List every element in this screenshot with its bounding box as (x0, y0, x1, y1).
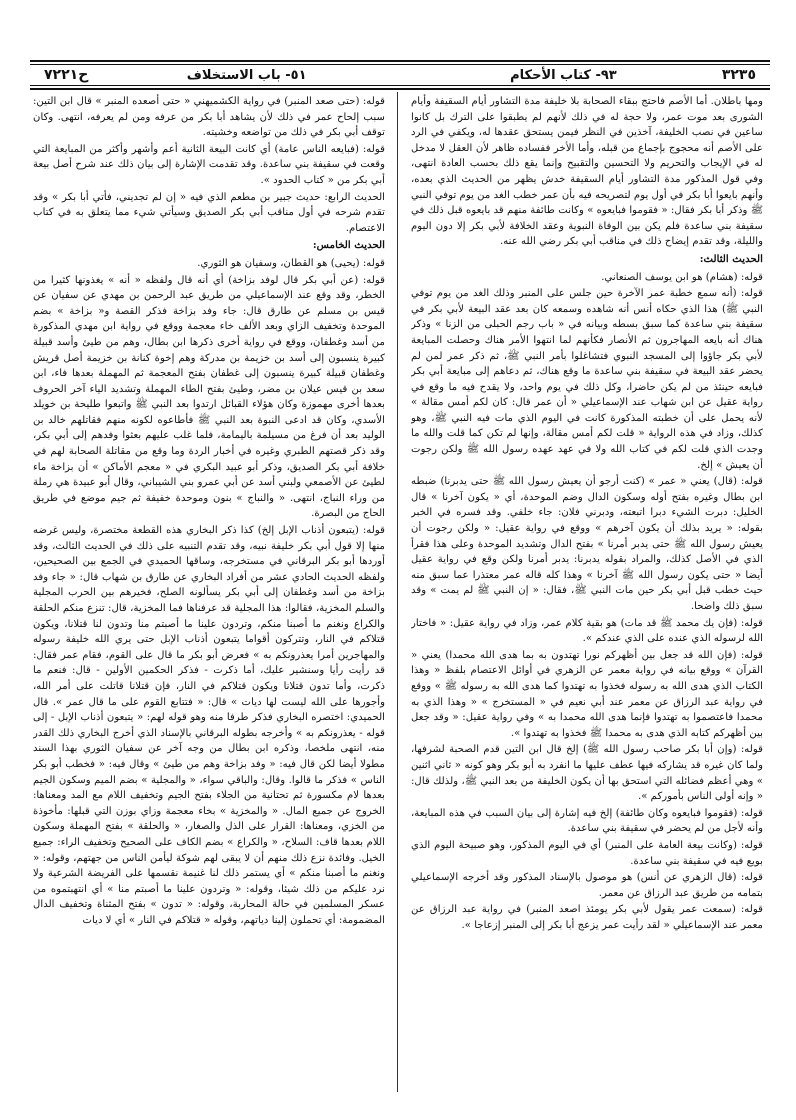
paragraph: قوله: (وإن أبا بكر صاحب رسول الله ﷺ) إلخ قال ابن التين قدم الصحبة لشرفها، ولما كان غيره قد يشاركه فيها عطف عليها ما انفرد به أبو بكر وهو كونه « ثاني اثنين » وهي أعظم فضائله التي استحق بها أن يكون الخليفة من بعد النبي ﷺ، ولذلك قال: « وإنه أولى الناس بأموركم ». (411, 744, 763, 803)
right-column (411, 94, 763, 1084)
paragraph: قوله: (قال) يعني « عمر » (كنت أرجو أن يعيش رسول الله ﷺ حتى يدبرنا) ضبطه ابن بطال وغيره بفتح أوله وسكون الدال وضم الموحدة، أي « يكون آخرنا » قال الخليل: دبرت الشيء دبرا اتبعته، ودبرني فلان: جاء خلفي. وقد فسره في الخبر بقوله: « يريد بذلك أن يكون آخرهم » ووقع في رواية عقيل: « ولكن رجوت أن يعيش رسول الله ﷺ حتى يدبر أمرنا » بفتح الدال وتشديد الموحدة وعلى هذا فقرأ الذي في الأصل كذلك، والمراد بقوله يدبرنا: يدبر أمرنا ولكن وقع في رواية عقيل أيضا « حتى يكون رسول الله ﷺ آخرنا » وهذا كله قاله عمر معتذرا عما سبق منه حيث خطب قبل أبي بكر حين مات النبي ﷺ، فقال: « إن النبي ﷺ لم يمت » وقد سبق ذلك واضحا. (411, 476, 763, 612)
page-header (30, 60, 770, 90)
paragraph: قوله: (حتى صعد المنبر) في رواية الكشميهني « حتى أصعده المنبر » قال ابن التين: سبب إلحاح عمر في ذلك لأن يشاهد أبا بكر من عرفه ومن لم يعرفه، انتهى. وكان توقف أبي بكر في ذلك من تواضعه وخشيته. (33, 96, 385, 139)
book-title: ٩٣- كتاب الأحكام (510, 67, 617, 83)
paragraph: قوله: (فإن الله قد جعل بين أظهركم نورا تهتدون به بما هدى الله محمدا) يعني « القرآن » ووقع بيانه في رواية معمر عن الزهري في أوائل الاعتصام بلفظ « وهذا الكتاب الذي هدى الله به رسوله فخذوا به تهتدوا كما هدى الله به رسوله ﷺ » ووقع في رواية عبد الرزاق عن معمر عند أبي نعيم في « المستخرج » « وهذا الذي به محمدا فاعتصموا به تهتدوا فإنما هدى الله محمدا به » وفي رواية عقيل: « وقد جعل بين أظهركم كتابه الذي هدى به محمدا ﷺ فخذوا به تهتدوا ». (411, 649, 763, 739)
paragraph: قوله: (يحيى) هو القطان، وسفيان هو الثوري. (197, 257, 385, 269)
paragraph: قوله: (فإن يك محمد ﷺ قد مات) هو بقية كلام عمر، وزاد في رواية عقيل: « فاختار الله لرسوله الذي عنده على الذي عندكم ». (411, 617, 763, 645)
hadith-number: ح٧٢٢١ (44, 67, 89, 83)
paragraph: قوله: (سمعت عمر يقول لأبي بكر يومئذ اصعد المنبر) في رواية عبد الرزاق عن معمر عند الإسماعيلي « لقد رأيت عمر يزعج أبا بكر إلى المنبر إزعاجا ». (411, 904, 763, 931)
section-heading: الحديث الثالث: (699, 252, 763, 265)
paragraph: قوله: (عن أبي بكر قال لوفد بزاخة) أي أنه قال ولفظه « أنه » يغذونها كثيرا من الخطر، وقد وقع عند الإسماعيلي من طريق عبد الرحمن بن مهدي عن سفيان عن قيس بن مسلم عن طارق قال: جاء وفد بزاخة فذكر القصة و« بزاخة » بضم الموحدة وتخفيف الزاي وبعد الألف خاء معجمة ووقع في رواية ابن مهدي المذكورة من أسد وغطفان، ووقع في رواية أخرى ذكرها ابن بطال، وهم من طيئ وأسد قبيلة كبيرة ينسبون إلى أسد بن خزيمة بن مدركة وهم إخوة كنانة بن خزيمة أصل قريش وغطفان قبيلة كبيرة ينسبون إلى غطفان بفتح المعجمة ثم المهملة بعدها فاء، ابن سعد بن قيس عيلان بن مضر، وطيئ بفتح الطاء المهملة وتشديد الياء آخر الحروف بعدها أخرى مهموزة وكان هؤلاء القبائل ارتدوا بعد النبي ﷺ واتبعوا طليحة بن خويلد الأسدي، وكان قد ادعى النبوة بعد النبي ﷺ فأطاعوه لكونه منهم فقاتلهم خالد بن الوليد بعد أن فرغ من مسيلمة باليمامة، فلما غلب عليهم بعثوا وفدهم إلى أبي بكر، وقد ذكر قصتهم الطبري وغيره في أخبار الردة وما وقع من مقاتلة الصحابة لهم في خلافة أبي بكر الصديق، وذكر أبو عبيد البكري في « معجم الأماكن » أن بزاخة ماء لطيئ عن الأصمعي ولبني أسد عن أبي عمرو بني الشيباني، وقال أبو عبيدة هي رملة من وراء النباج، انتهى. « والنباج » بنون وموحدة خفيفة ثم جيم موضع في طريق الحاج من البصرة. (33, 274, 385, 520)
paragraph: قوله: (أنه سمع خطبة عمر الآخرة حين جلس على المنبر وذلك الغد من يوم توفي النبي ﷺ) هذا الذي حكاه أنس أنه شاهده وسمعه كان بعد عقد البيعة لأبي بكر في سقيفة بني ساعدة كما سبق بسطه وبيانه في « باب رجم الحبلى من الزنا » وذكر هناك أنه بايعه المهاجرون ثم الأنصار فكأنهم لما انتهوا الأمر هناك وحصلت المبايعة لأبي بكر جاؤوا إلى المسجد النبوي فتشاغلوا بأمر النبي ﷺ، ثم ذكر عمر لمن لم يحضر عقد البيعة في سقيفة بني ساعدة ما وقع هناك، ثم دعاهم إلى مبايعة أبي بكر فبايعه حينئذ من لم يكن حاضرا، وكل ذلك في يوم واحد، ولا يقدح فيه ما وقع في رواية عقيل عن ابن شهاب عند الإسماعيلي « أن عمر قال: كان لكم أمس مقالة » لأنه يحمل على أن خطبته المذكورة كانت في اليوم الذي مات فيه النبي ﷺ، وهو كذلك، وزاد في هذه الرواية « قلت لكم أمس مقالة، وإنها لم تكن كما قلت والله ما وجدت الذي قلت لكم في كتاب الله ولا في عهد عهده رسول الله ﷺ ولكن رجوت أن يعيش » إلخ. (411, 288, 763, 471)
section-heading: الحديث الخامس: (312, 239, 385, 252)
paragraph: قوله: (هشام) هو ابن يوسف الصنعاني. (601, 271, 763, 283)
left-column (33, 94, 385, 1084)
paragraph: الحديث الرابع: حديث جبير بن مطعم الذي فيه « إن لم تجديني، فأتي أبا بكر » وقد تقدم شرحه في أول مناقب أبي بكر الصديق وسيأتي شيء مما يتعلق به في كتاب الاعتصام. (33, 191, 385, 234)
page-number: ٣٢٣٥ (721, 67, 756, 83)
paragraph: قوله: (وكانت بيعة العامة على المنبر) أي في اليوم المذكور، وهو صبيحة اليوم الذي بويع فيه في سقيفة بني ساعدة. (411, 839, 763, 867)
paragraph: قوله: (قال الزهري عن أنس) هو موصول بالإسناد المذكور وقد أخرجه الإسماعيلي بتمامه من طريق عبد الرزاق عن معمر. (411, 872, 763, 899)
paragraph: ومها باطلان. أما الأصم فاحتج ببقاء الصحابة بلا خليفة مدة التشاور أيام السقيفة وأيام الشورى بعد موت عمر، ولا حجة له في ذلك لأنهم لم يطبقوا على الترك بل كانوا ساعين في نصب الخليفة، آخذين في النظر فيمن يستحق عقدها له، ويكفي في الرد على الأصم أنه محجوج بإجماع من قبله، وأما الأخر ففساده ظاهر لأن العقل لا مدخل له في الإيجاب والتحريم ولا التحسين والتقبيح وإنما يقع ذلك بحسب العادة انتهى، وفي قول المذكور مدة التشاور أيام السقيفة خدش يظهر من الحديث الذي بعده، وأنهم بايعوا أبا بكر في أول يوم لتصريحه فيه بأن عمر خطب الغد من يوم توفي النبي ﷺ وذكر أبا بكر فقال: « فقوموا فبايعوه » وكانت طائفة منهم قد بايعوه قبل ذلك في سقيفة بني ساعدة فلم يكن بين الوفاة النبوية وعقد الخلافة لأبي بكر إلا دون اليوم والليلة، وقد تقدم إيضاح ذلك في مناقب أبي بكر رضي الله عنه. (411, 96, 763, 248)
paragraph: قوله: (فبايعه الناس عامة) أي كانت البيعة الثانية أعم وأشهر وأكثر من المبايعة التي وقعت في سقيفة بني ساعدة. وقد تقدمت الإشارة إلى بيان ذلك عند شرح أصل بيعة أبي بكر من « كتاب الحدود ». (33, 143, 385, 186)
paragraph: قوله: (يتبعون أذناب الإبل إلخ) كذا ذكر البخاري هذه القطعة مختصرة، وليس غرضه منها إلا قول أبي بكر خليفة نبيه، وقد تقدم التنبيه على ذلك في الحديث الثالث، وقد أوردها أبو بكر البرقاني في مستخرجه، وساقها الحميدي في الجمع بين الصحيحين، ولفظه الحديث الحادي عشر من أفراد البخاري عن طارق بن شهاب قال: « جاء وفد بزاخة من أسد وغطفان إلى أبي بكر يسألونه الصلح، فخيرهم بين الحرب المجلية والسلم المخزية، فقالوا: هذا المجلية قد عرفناها فما المخزية، قال: تنزع منكم الحلقة والكراع ونغنم ما أصبنا منكم، وتردون علينا ما أصبتم منا وتدون لنا قتلانا، ويكون قتلاكم في النار، وتتركون أقواما يتبعون أذناب الإبل حتى يري الله خليفة رسوله والمهاجرين أمرا يعذرونكم به » فعرض أبو بكر ما قال على القوم، فقام عمر فقال: قد رأيت رأيا وسنشير عليك، أما ذكرت - فذكر الحكمين الأولين - قال: فنعم ما ذكرت، وأما تدون قتلانا ويكون قتلاكم في النار، فإن قتلانا قاتلت على أمر الله، وأجورها على الله ليست لها ديات » قال: « فتتابع القوم على ما قال عمر ». قال الحميدي: اختصره البخاري فذكر طرفا منه وهو قوله لهم: « يتبعون أذناب الإبل - إلى قوله - يعذرونكم به » وأخرجه بطوله البرقاني بالإسناد الذي أخرج البخاري ذلك القدر منه، انتهى ملخصا، وذكره ابن بطال من وجه آخر عن سفيان الثوري بهذا السند مطولا أيضا لكن قال فيه: « وفد بزاخة وهم من طيئ » وقال فيه: « فخطب أبو بكر الناس » فذكر ما قالوا. وقال: والباقي سواء، « والمجلية » بضم الميم وسكون الجيم بعدها لام مكسورة ثم تحتانية من الجلاء بفتح الجيم وتخفيف اللام مع المد ومعناها: الخروج عن جميع المال. « والمخزية » بخاء معجمة وزاي بوزن التي قبلها: مأخوذة من الخزي، ومعناها: القرار على الذل والصغار، « والحلقة » بفتح المهملة وسكون اللام بعدها قاف: السلاح، « والكراع » بضم الكاف على الصحيح وتخفيف الراء: جميع الخيل. وفائدة نزع ذلك منهم أن لا يبقى لهم شوكة ليأمن الناس من جهتهم، وقوله: « ونغنم ما أصبنا منكم » أي يستمر ذلك لنا غنيمة نقسمها على الفريضة الشرعية ولا نرد عليكم من ذلك شيئا، وقوله: « وتردون علينا ما أصبتم منا » أي انتهبتموه من عسكر المسلمين في حالة المحاربة، وقوله: « تدون » بفتح المثناة وتخفيف الدال المضمومة: أي تحملون إلينا دياتهم، وقوله « قتلاكم في النار » أي لا ديات (33, 525, 385, 926)
paragraph: قوله: (فقوموا فبايعوه وكان طائفة) إلخ فيه إشارة إلى بيان السبب في هذه المبايعة، وأنه لأجل من لم يحضر في سقيفة بني ساعدة. (411, 807, 763, 835)
column-divider (397, 92, 398, 1092)
chapter-title: ٥١- باب الاستخلاف (186, 67, 307, 83)
